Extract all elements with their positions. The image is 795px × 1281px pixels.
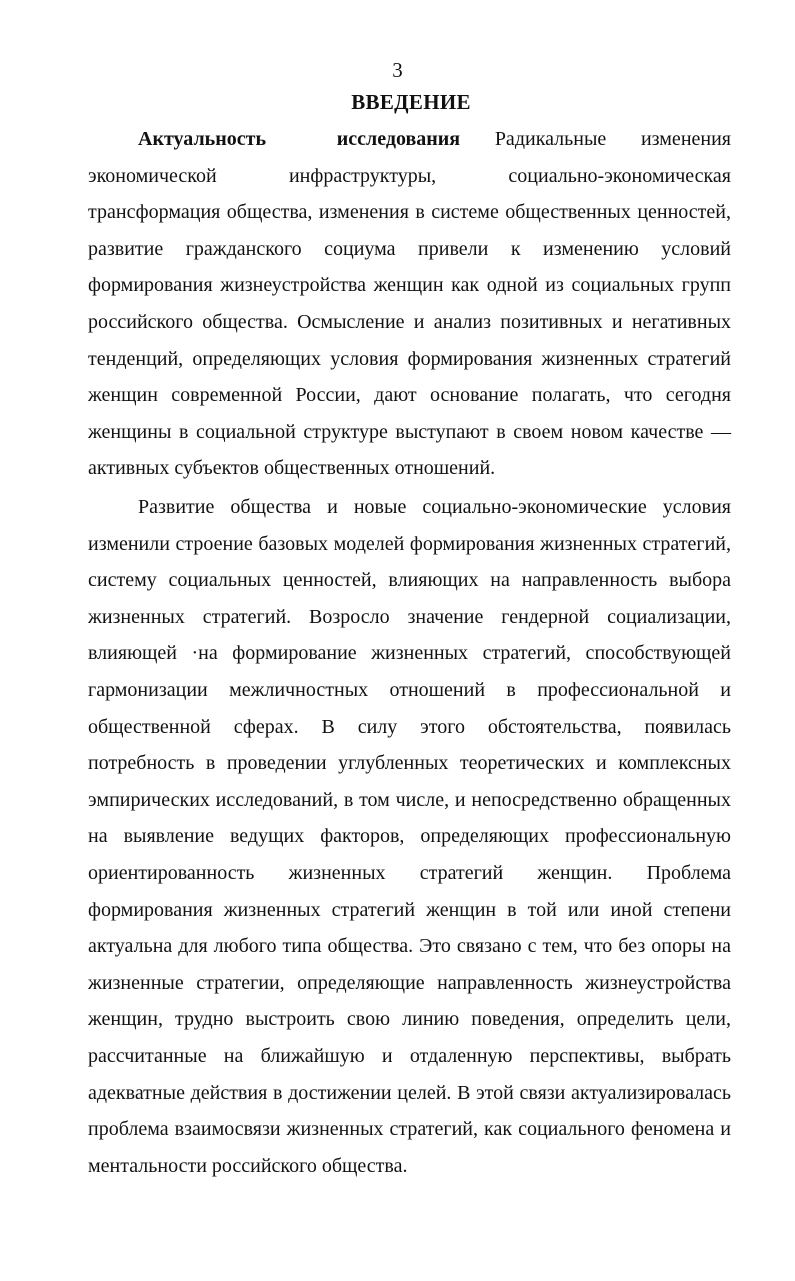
page-number: 3 — [392, 58, 403, 82]
paragraph-lead: Актуальность исследования — [138, 128, 461, 150]
paragraph-text: Развитие общества и новые социально-экономические условия изменили строение базовых моделей формирования жизненных стратегий, систему социальных ценностей, влияющих на направленность выбора жизненных стратегий. Возросло значение гендерной социализации, влияющей ·на формирование жизненных стратегий, способствующей гармонизации межличностных отношений в профессиональной и общественной сферах. В силу этого обстоятельства, появилась потребность в проведении углубленных теоретических и комплексных эмпирических исследований, в том числе, и непосредственно обращенных на выявление ведущих факторов, определяющих профессиональную ориентированность жизненных стратегий женщин. Проблема формирования жизненных стратегий женщин в той или иной степени актуальна для любого типа общества. Это связано с тем, что без опоры на жизненные стратегии, определяющие направленность жизнеустройства женщин, трудно выстроить свою линию поведения, определить цели, рассчитанные на ближайшую и отдаленную перспективы, выбрать адекватные действия в достижении целей. В этой связи актуализировалась проблема взаимосвязи жизненных стратегий, как социального феномена и ментальности российского общества. — [88, 496, 731, 1177]
paragraph-development — [88, 489, 731, 1184]
paragraph-relevance — [88, 121, 731, 487]
paragraph-text: Радикальные изменения экономической инфраструктуры, социально-экономическая трансформация общества, изменения в системе общественных ценностей, развитие гражданского социума привели к изменению условий формирования жизнеустройства женщин как одной из социальных групп российского общества. Осмысление и анализ позитивных и негативных тенденций, определяющих условия формирования жизненных стратегий женщин современной России, дают основание полагать, что сегодня женщины в социальной структуре выступают в своем новом качестве — активных субъектов общественных отношений. — [88, 128, 731, 480]
section-heading: ВВЕДЕНИЕ — [351, 90, 471, 114]
